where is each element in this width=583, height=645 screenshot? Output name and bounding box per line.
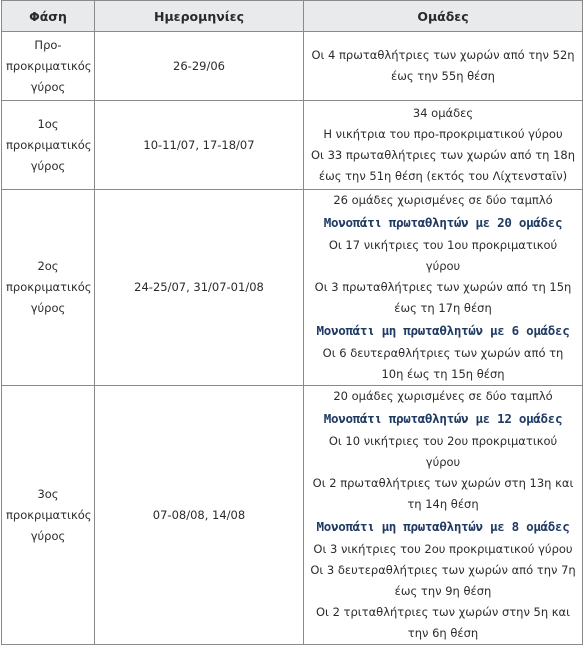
phase-cell: 2ος προκριματικός γύρος (2, 190, 95, 386)
path-heading: Μονοπάτι πρωταθλητών με 12 ομάδες (323, 411, 563, 426)
dates-cell: 07-08/08, 14/08 (95, 386, 304, 645)
qualifying-rounds-table (1, 0, 583, 645)
team-line: Η νικήτρια του προ-προκριματικού γύρου (323, 127, 563, 141)
team-line: Οι 3 πρωταθλήτριες των χωρών από τη 15η έως τη 17η θέση (314, 280, 572, 315)
dates-cell: 10-11/07, 17-18/07 (95, 101, 304, 190)
teams-cell (304, 386, 583, 645)
header-dates: Ημερομηνίες (95, 1, 304, 32)
team-line: Οι 6 δευτεραθλήτριες των χωρών από τη 10η έως τη 15η θέση (322, 346, 564, 381)
team-line: 34 ομάδες (412, 106, 474, 120)
teams-cell (304, 32, 583, 101)
table-row (2, 101, 583, 190)
phase-cell: 1ος προκριματικός γύρος (2, 101, 95, 190)
team-line: 26 ομάδες χωρισμένες σε δύο ταμπλό (333, 193, 553, 207)
team-line: Οι 4 πρωταθλήτριες των χωρών από την 52η έως την 55η θέση (311, 48, 575, 83)
team-line: 20 ομάδες χωρισμένες σε δύο ταμπλό (333, 389, 553, 403)
phase-cell: 3ος προκριματικός γύρος (2, 386, 95, 645)
path-heading: Μονοπάτι μη πρωταθλητών με 8 ομάδες (316, 519, 570, 534)
header-phase: Φάση (2, 1, 95, 32)
team-line: Οι 33 πρωταθλήτριες των χωρών από τη 18η έως την 51η θέση (εκτός του Λίχτενσταϊν) (310, 148, 575, 183)
path-heading: Μονοπάτι μη πρωταθλητών με 6 ομάδες (316, 323, 570, 338)
table-row (2, 386, 583, 645)
teams-cell (304, 101, 583, 190)
table-row (2, 32, 583, 101)
team-line: Οι 2 πρωταθλήτριες των χωρών στη 13η και τη 14η θέση (312, 476, 574, 511)
team-line: Οι 10 νικήτριες του 2ου προκριματικού γύρου (328, 434, 558, 469)
header-row (2, 1, 583, 32)
phase-cell: Προ-προκριματικός γύρος (2, 32, 95, 101)
team-line: Οι 3 νικήτριες του 2ου προκριματικού γύρου (313, 542, 573, 556)
team-line: Οι 3 δευτεραθλήτριες των χωρών από την 7η έως την 9η θέση (310, 563, 576, 598)
header-teams: Ομάδες (304, 1, 583, 32)
table-row (2, 190, 583, 386)
team-line: Οι 17 νικήτριες του 1ου προκριματικού γύρου (328, 238, 558, 273)
teams-cell (304, 190, 583, 386)
dates-cell: 26-29/06 (95, 32, 304, 101)
path-heading: Μονοπάτι πρωταθλητών με 20 ομάδες (323, 215, 563, 230)
dates-cell: 24-25/07, 31/07-01/08 (95, 190, 304, 386)
team-line: Οι 2 τριταθλήτριες των χωρών στην 5η και την 6η θέση (315, 605, 571, 640)
